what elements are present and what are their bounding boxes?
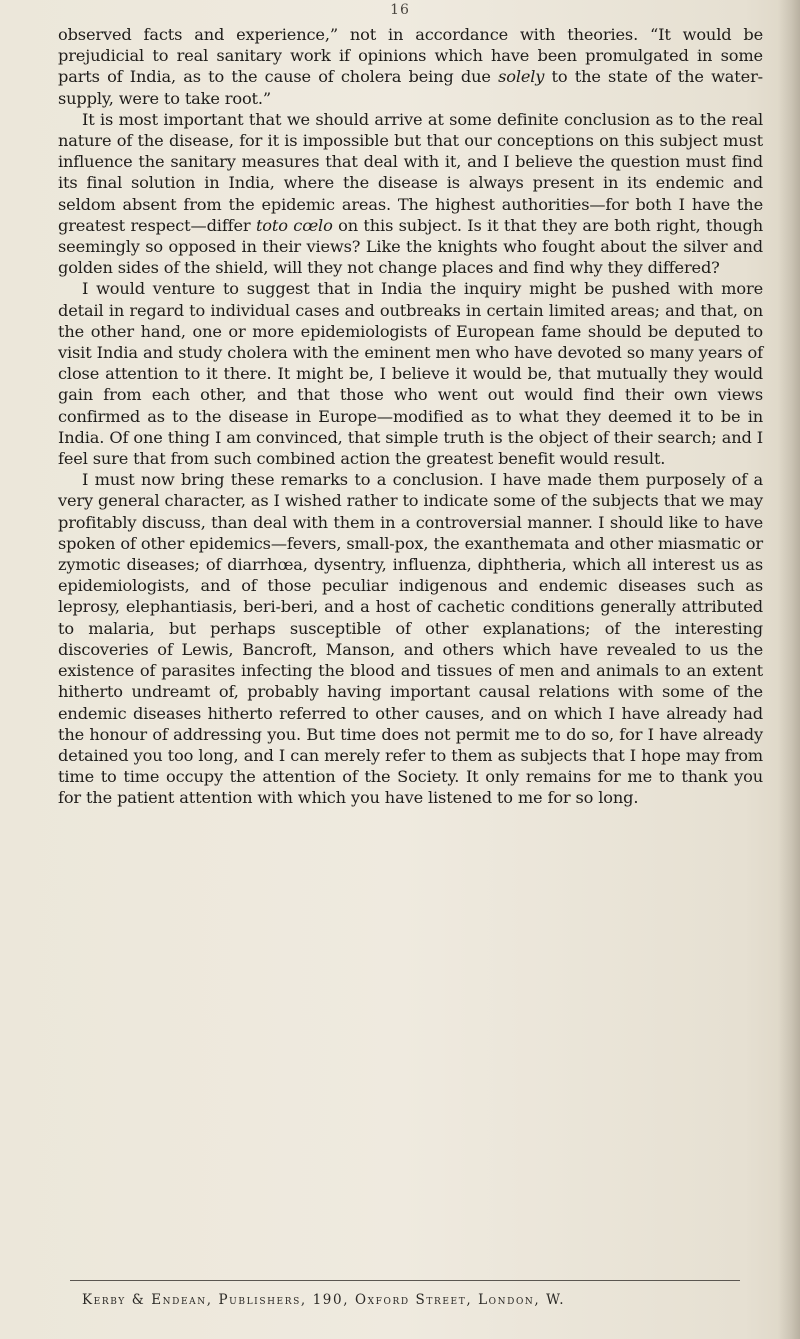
- paragraph-2-emphasis: toto cœlo: [255, 215, 333, 235]
- page-number: 16: [390, 2, 410, 18]
- footer-rule: [70, 1280, 740, 1281]
- paragraph-2-text-a: It is most important that we should arrive at some definite conclusion as to the real nature of the disease, for it is impossible but that our conceptions on this subject must influence the sanitary measures that deal with it, and I believe the question must find its final solution in India, where the disease is always present in its endemic and seldom absent from the epidemic areas. The highest authorities—for both I have the greatest respect—differ: [58, 109, 763, 235]
- paragraph-1: [58, 24, 763, 109]
- paragraph-1-text-a: observed facts and experience,” not in accordance with theories. “It would be prejudicial to real sanitary work if opinions which have been promulgated in some parts of India, as to the cause of cholera being due: [58, 25, 763, 87]
- publisher-imprint: Kerby & Endean, Publishers, 190, Oxford Street, London, W.: [82, 1292, 566, 1308]
- body-text: [58, 24, 763, 809]
- paragraph-1-emphasis: solely: [498, 67, 545, 87]
- page-edge-shadow: [778, 0, 800, 1339]
- paragraph-2-text-b: on this subject. Is it that they are both right, though seemingly so opposed in their views? Like the knights who fought about the silver and golden sides of the shield, will they not change places and find why they differed?: [58, 215, 763, 278]
- paragraph-1-text-b: to the state of the water-supply, were to take root.”: [58, 67, 764, 108]
- paragraph-3: I would venture to suggest that in India the inquiry might be pushed with more detail in regard to individual cases and outbreaks in certain limited areas; and that, on the other hand, one or more epidemiologists of European fame should be deputed to visit India and study cholera with the eminent men who have devoted so many years of close attention to it there. It might be, I believe it would be, that mutually they would gain from each other, and that those who went out would find their own views confirmed as to the disease in Europe—modified as to what they deemed it to be in India. Of one thing I am convinced, that simple truth is the object of their search; and I feel sure that from such combined action the greatest benefit would result.: [58, 279, 763, 469]
- paragraph-2: [58, 109, 763, 279]
- paragraph-4: I must now bring these remarks to a conclusion. I have made them purposely of a very general character, as I wished rather to indicate some of the subjects that we may profitably discuss, than deal with them in a controversial manner. I should like to have spoken of other epidemics—fevers, small-pox, the exanthemata and other miasmatic or zymotic diseases; of diarrhœa, dysentry, influenza, diphtheria, which all interest us as epidemiologists, and of those peculiar indigenous and endemic diseases such as leprosy, elephantiasis, beri-beri, and a host of cachetic conditions generally attributed to malaria, but perhaps susceptible of other explanations; of the interesting discoveries of Lewis, Bancroft, Manson, and others which have revealed to us the existence of parasites infecting the blood and tissues of men and animals to an extent hitherto undreamt of, probably having important causal relations with some of the endemic diseases hitherto referred to other causes, and on which I have already had the honour of addressing you. But time does not permit me to do so, for I have already detained you too long, and I can merely refer to them as subjects that I hope may from time to time occupy the attention of the Society. It only remains for me to thank you for the patient attention with which you have listened to me for so long.: [58, 470, 763, 808]
